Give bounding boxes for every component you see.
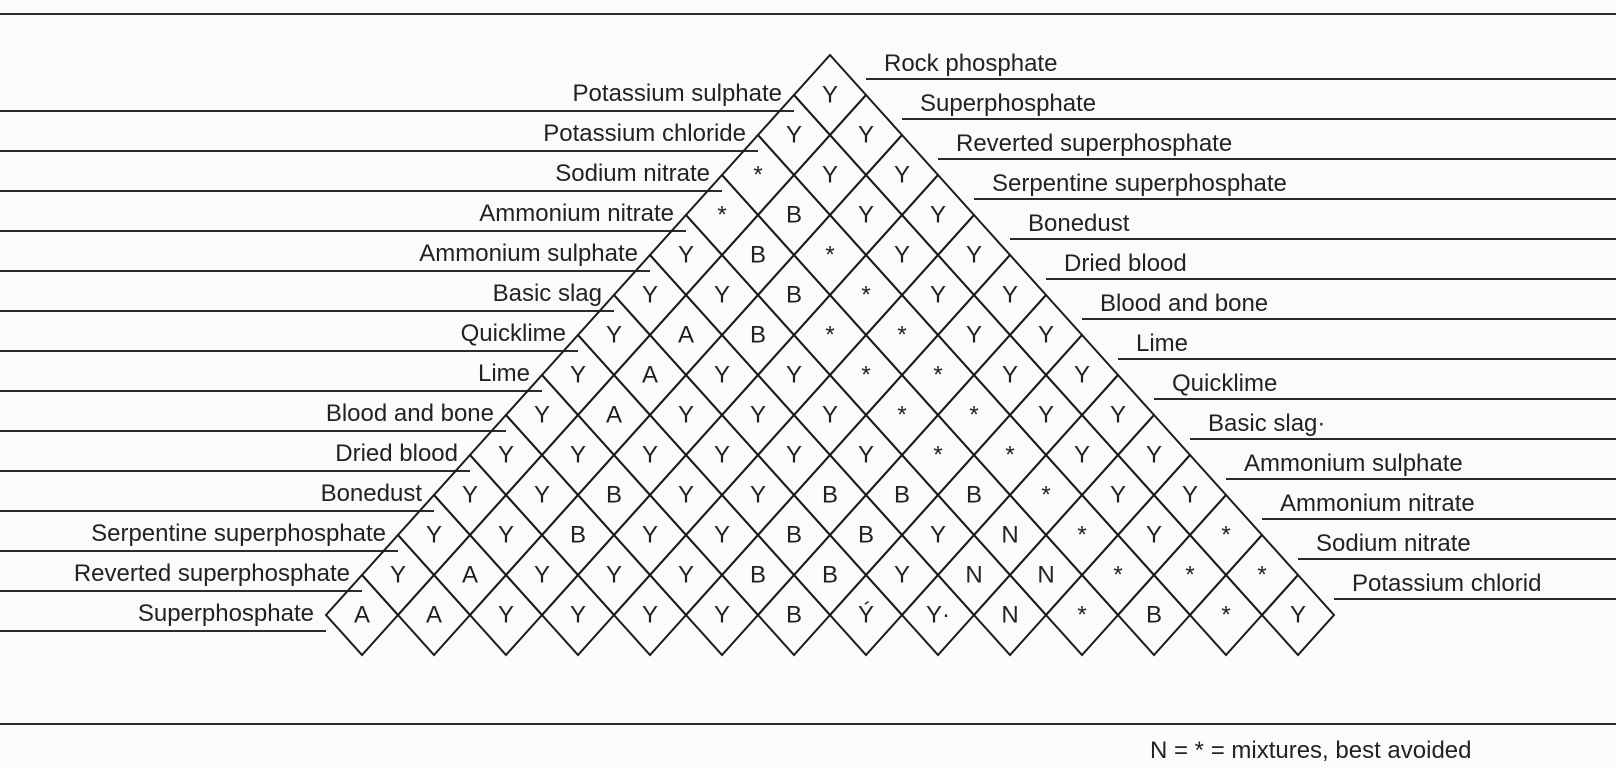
cell-value: *: [825, 321, 835, 349]
cell-value: B: [785, 281, 803, 309]
cell-value: Y: [1037, 321, 1055, 349]
cell-value: B: [749, 561, 767, 589]
cell-value: A: [677, 321, 695, 349]
cell-value: Y: [965, 241, 983, 269]
cell-value: Y: [929, 201, 947, 229]
cell-value: *: [1221, 521, 1231, 549]
cell-value: Y: [641, 521, 659, 549]
cell-value: Y: [677, 481, 695, 509]
cell-value: Y: [1001, 281, 1019, 309]
cell-value: *: [717, 201, 727, 229]
cell-value: Y: [893, 561, 911, 589]
cell-value: B: [749, 241, 767, 269]
left-label: Potassium sulphate: [572, 80, 782, 107]
cell-value: *: [897, 401, 907, 429]
cell-value: N: [1001, 601, 1019, 629]
cell-value: Y: [929, 521, 947, 549]
cell-value: Y·: [926, 601, 950, 629]
cell-value: B: [785, 521, 803, 549]
left-label: Serpentine superphosphate: [91, 520, 386, 547]
cell-value: Y: [677, 401, 695, 429]
cell-value: Y: [713, 521, 731, 549]
cell-value: Y: [1145, 441, 1163, 469]
cell-value: Y: [893, 241, 911, 269]
cell-value: Y: [713, 361, 731, 389]
cell-value: B: [821, 561, 839, 589]
cell-value: Y: [1109, 481, 1127, 509]
cell-value: B: [1145, 601, 1163, 629]
cell-value: B: [569, 521, 587, 549]
cell-value: A: [605, 401, 623, 429]
left-label: Blood and bone: [325, 400, 494, 427]
right-label: Potassium chlorid: [1352, 570, 1542, 597]
cell-value: Y: [1145, 521, 1163, 549]
cell-value: Y: [893, 161, 911, 189]
cell-value: Y: [857, 201, 875, 229]
cell-value: Y: [713, 281, 731, 309]
cell-value: B: [857, 521, 875, 549]
cell-value: Y: [821, 401, 839, 429]
cell-value: Y: [425, 521, 443, 549]
right-label: Dried blood: [1064, 250, 1187, 277]
cell-value: Y: [785, 361, 803, 389]
cell-value: *: [1005, 441, 1015, 469]
cell-value: Y: [641, 441, 659, 469]
cell-value: *: [753, 161, 763, 189]
cell-value: Y: [641, 281, 659, 309]
cell-value: Y: [461, 481, 479, 509]
right-label: Ammonium sulphate: [1244, 450, 1463, 477]
cell-value: Y: [533, 481, 551, 509]
right-label: Blood and bone: [1100, 290, 1269, 317]
cell-value: *: [933, 361, 943, 389]
cell-value: Y: [1181, 481, 1199, 509]
left-label: Bonedust: [320, 480, 422, 507]
cell-value: Y: [677, 561, 695, 589]
cell-value: Y: [749, 401, 767, 429]
cell-value: Y: [569, 601, 587, 629]
cell-value: Y: [821, 161, 839, 189]
cell-value: A: [461, 561, 479, 589]
cell-value: B: [785, 201, 803, 229]
right-label: Rock phosphate: [884, 50, 1058, 77]
right-label-column: [884, 50, 1541, 597]
cell-value: N: [1001, 521, 1019, 549]
cell-value: B: [821, 481, 839, 509]
right-label: Serpentine superphosphate: [992, 170, 1287, 197]
cell-value: Y: [569, 361, 587, 389]
cell-value: Y: [497, 521, 515, 549]
left-label: Basic slag: [492, 280, 602, 307]
cell-value: *: [1077, 521, 1087, 549]
cell-value: *: [933, 441, 943, 469]
cell-value: B: [965, 481, 983, 509]
cell-value: Y: [749, 481, 767, 509]
cell-value: *: [1113, 561, 1123, 589]
cell-value: B: [893, 481, 911, 509]
left-label: Quicklime: [460, 320, 566, 347]
cell-value: Y: [641, 601, 659, 629]
cell-value: *: [897, 321, 907, 349]
left-label: Superphosphate: [137, 600, 314, 627]
cell-value: Y: [605, 561, 623, 589]
cell-value: B: [605, 481, 623, 509]
cell-value: Y: [1073, 361, 1091, 389]
right-label: Basic slag·: [1208, 410, 1326, 437]
cell-value: Y: [713, 601, 731, 629]
left-label: Sodium nitrate: [555, 160, 710, 187]
right-label: Quicklime: [1172, 370, 1278, 397]
cell-value: Y: [497, 441, 515, 469]
cell-value: A: [641, 361, 659, 389]
cell-value: Y: [785, 441, 803, 469]
left-label: Ammonium nitrate: [479, 200, 674, 227]
cell-value: Y: [605, 321, 623, 349]
cell-value: *: [861, 361, 871, 389]
cell-value: B: [785, 601, 803, 629]
cell-value: *: [825, 241, 835, 269]
left-label: Dried blood: [335, 440, 458, 467]
cell-value: Y: [389, 561, 407, 589]
cell-value: *: [1077, 601, 1087, 629]
right-label: Lime: [1136, 330, 1189, 357]
cell-value: A: [425, 601, 443, 629]
cell-value: *: [1221, 601, 1231, 629]
left-label: Lime: [477, 360, 530, 387]
cell-value: Y: [1289, 601, 1307, 629]
cell-value: Y: [857, 121, 875, 149]
cell-value: Y: [533, 561, 551, 589]
cell-value: *: [861, 281, 871, 309]
cell-value: Y: [1073, 441, 1091, 469]
cell-value: *: [1185, 561, 1195, 589]
right-label: Superphosphate: [920, 90, 1097, 117]
right-label: Sodium nitrate: [1316, 530, 1471, 557]
cell-value: Y: [1001, 361, 1019, 389]
cell-value: Y: [857, 441, 875, 469]
left-label: Ammonium sulphate: [419, 240, 638, 267]
cell-value: Y: [785, 121, 803, 149]
right-label: Ammonium nitrate: [1280, 490, 1475, 517]
cell-value: *: [1041, 481, 1051, 509]
cell-value: Y: [497, 601, 515, 629]
cell-value: Y: [533, 401, 551, 429]
cell-value: Y: [929, 281, 947, 309]
cell-value: N: [965, 561, 983, 589]
footer-text: N = * = mixtures, best avoided: [1150, 737, 1472, 764]
left-label: Reverted superphosphate: [73, 560, 350, 587]
cell-value: Y: [821, 81, 839, 109]
cell-value: *: [969, 401, 979, 429]
cell-value: B: [749, 321, 767, 349]
left-label: Potassium chloride: [543, 120, 746, 147]
cell-value: Y: [965, 321, 983, 349]
cell-value: Y: [1037, 401, 1055, 429]
right-label: Reverted superphosphate: [956, 130, 1233, 157]
cell-value: Y: [569, 441, 587, 469]
cell-value: A: [353, 601, 371, 629]
cell-value: *: [1257, 561, 1267, 589]
right-label: Bonedust: [1028, 210, 1130, 237]
cell-value: Y: [1109, 401, 1127, 429]
cell-value: Y: [677, 241, 695, 269]
cell-value: N: [1037, 561, 1055, 589]
cell-value: Y: [713, 441, 731, 469]
cell-value: Ý: [857, 601, 875, 629]
